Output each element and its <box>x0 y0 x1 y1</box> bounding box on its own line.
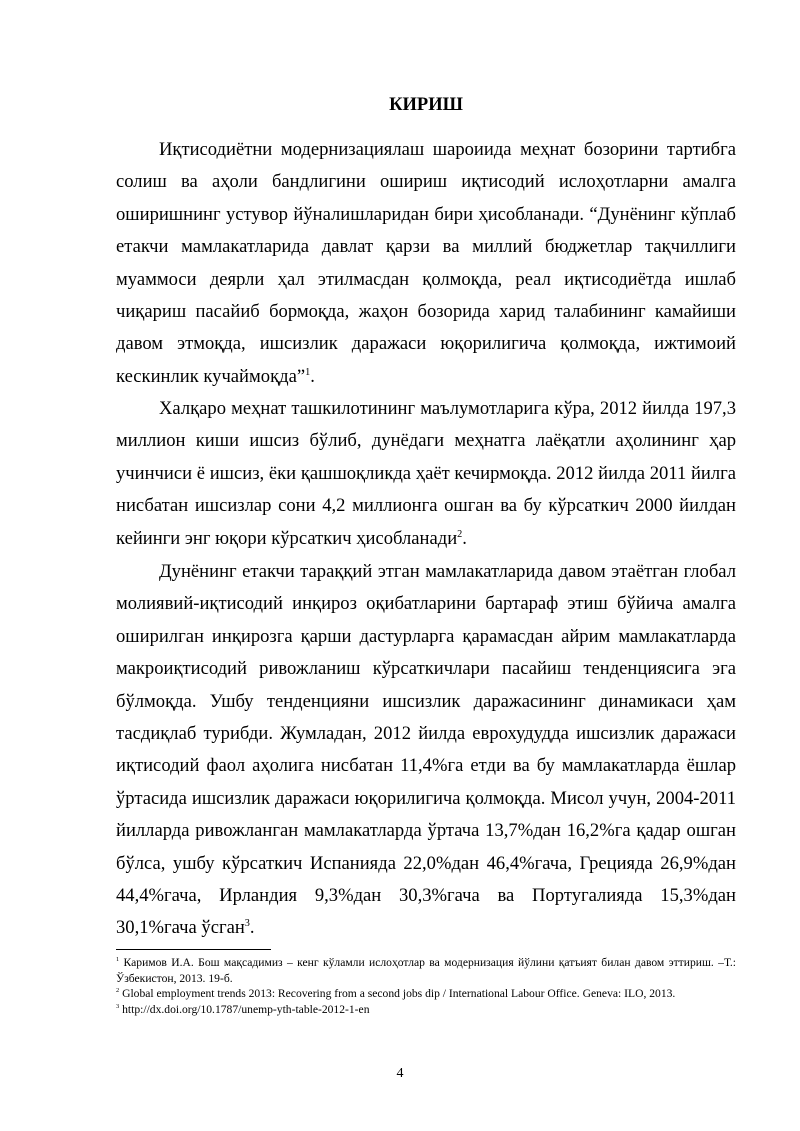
footnote-ref[interactable]: 1 <box>305 366 311 378</box>
footnote-text: Каримов И.А. Бош мақсадимиз – кенг кўламли ислоҳотлар ва модернизация йўлини қатъият билан давом эттириш. –Т.: Ўзбекистон, 2013. 19-б. <box>116 956 736 985</box>
footnotes <box>116 955 736 1017</box>
paragraph-end: . <box>310 365 315 387</box>
paragraph-text: Иқтисодиётни модернизациялаш шароиида меҳнат бозорини тартибга солиш ва аҳоли бандлигини ошириш иқтисодий ислоҳотларни амалга оширишнинг устувор йўналишларидан бири ҳисобланади. “Дунёнинг кўплаб етакчи мамлакатларида давлат қарзи ва миллий бюджетлар тақчиллиги муаммоси деярли ҳал этилмасдан қолмоқда, реал иқтисодиётда ишлаб чиқариш пасайиб бормоқда, жаҳон бозорида харид талабининг камайиши давом этмоқда, ишсизлик даражаси юқорилигича қолмоқда, ижтимоий кескинлик кучаймоқда” <box>116 139 736 387</box>
paragraph-end: . <box>462 527 467 549</box>
footnote-ref[interactable]: 3 <box>244 918 250 930</box>
page-number: 4 <box>396 1066 404 1081</box>
paragraph-text: Халқаро меҳнат ташкилотининг маълумотларига кўра, 2012 йилда 197,3 миллион киши ишсиз бўлиб, дунёдаги меҳнатга лаёқатли аҳолининг ҳар учинчиси ё ишсиз, ёки қашшоқликда ҳаёт кечирмоқда. 2012 йилда 2011 йилга нисбатан ишсизлар сони 4,2 миллионга ошган ва бу кўрсаткич 2000 йилдан кейинги энг юқори кўрсаткич ҳисобланади <box>116 398 736 549</box>
footnote-number: 2 <box>116 987 120 995</box>
footnote-number: 1 <box>116 956 120 964</box>
footnote-text: Global employment trends 2013: Recovering from a second jobs dip / International Labour Office. Geneva: ILO, 2013. <box>119 987 676 1000</box>
footnote-number: 3 <box>116 1002 120 1010</box>
page-title: КИРИШ <box>389 95 463 115</box>
footnote-ref[interactable]: 2 <box>457 528 463 540</box>
footnote-separator <box>116 949 271 950</box>
body-paragraph <box>116 556 736 945</box>
paragraph-text: Дунёнинг етакчи тараққий этган мамлакатларида давом этаётган глобал молиявий-иқтисодий инқироз оқибатларини бартараф этиш бўйича амалга оширилган инқирозга қарши дастурларга қарамасдан айрим мамлакатларда макроиқтисодий ривожланиш кўрсаткичлари пасайиш тенденциясига эга бўлмоқда. Ушбу тенденцияни ишсизлик даражасининг динамикаси ҳам тасдиқлаб турибди. Жумладан, 2012 йилда еврохудудда ишсизлик даражаси иқтисодий фаол аҳолига нисбатан 11,4%га етди ва бу мамлакатларда ёшлар ўртасида ишсизлик даражаси юқорилигича қолмоқда. Мисол учун, 2004-2011 йилларда ривожланган мамлакатларда ўртача 13,7%дан 16,2%га қадар ошган бўлса, ушбу кўрсаткич Испанияда 22,0%дан 46,4%гача, Грецияда 26,9%дан 44,4%гача, Ирландия 9,3%дан 30,3%гача ва Португалияда 15,3%дан 30,1%гача ўсган <box>116 561 736 939</box>
body-paragraph <box>116 393 736 555</box>
paragraph-end: . <box>249 917 255 939</box>
footnote <box>116 986 736 1002</box>
footnote <box>116 1002 736 1018</box>
footnote-link[interactable]: http://dx.doi.org/10.1787/unemp-yth-table-2012-1-en <box>119 1002 370 1016</box>
body-paragraph <box>116 134 736 393</box>
footnote <box>116 955 736 986</box>
